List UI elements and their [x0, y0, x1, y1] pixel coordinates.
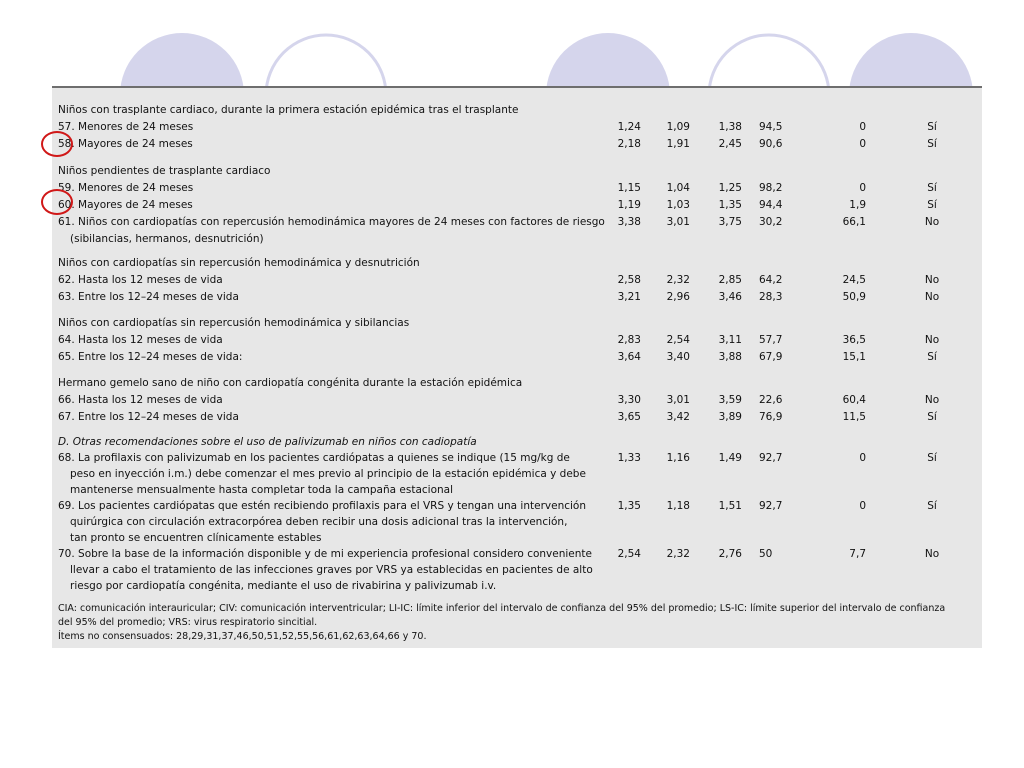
- table-row: [52, 349, 982, 365]
- row-label: 69. Los pacientes cardiópatas que estén recibiendo profilaxis para el VRS y tengan una intervención: [58, 500, 586, 512]
- value-cell: 1,09: [666, 121, 690, 133]
- value-cell: 3,01: [666, 394, 690, 406]
- value-cell: No: [924, 216, 940, 228]
- table-row-continuation: [52, 562, 982, 578]
- value-cell: Sí: [927, 138, 937, 150]
- value-cell: Sí: [927, 411, 937, 423]
- value-cell: 2,54: [666, 334, 690, 346]
- value-cell: 24,5: [842, 274, 866, 286]
- footnote-line: CIA: comunicación interauricular; CIV: comunicación interventricular; LI-IC: límite inferior del intervalo de confianza del 95% del promedio; LS-IC: límite superior del intervalo de confianza: [58, 603, 946, 614]
- value-cell: 1,91: [666, 138, 690, 150]
- section-heading-text: D. Otras recomendaciones sobre el uso de palivizumab en niños con cadiopatía: [58, 436, 477, 448]
- row-label: 63. Entre los 12–24 meses de vida: [58, 291, 239, 303]
- value-cell: Sí: [927, 452, 937, 464]
- table-body: [52, 88, 982, 648]
- table-row: [52, 546, 982, 562]
- value-cell: 15,1: [842, 351, 866, 363]
- value-cell: 3,46: [718, 291, 742, 303]
- value-cell: 3,21: [617, 291, 641, 303]
- value-cell: 1,35: [718, 199, 742, 211]
- table-row: [52, 450, 982, 466]
- value-cell: 3,01: [666, 216, 690, 228]
- row-label: peso en inyección i.m.) debe comenzar el mes previo al principio de la estación epidémica y debe: [70, 468, 586, 480]
- value-cell: Sí: [927, 121, 937, 133]
- section-heading-text: Niños pendientes de trasplante cardiaco: [58, 165, 271, 177]
- value-cell: 3,88: [718, 351, 742, 363]
- table-row-continuation: [52, 514, 982, 530]
- section-heading: [52, 315, 982, 331]
- section-heading: [52, 163, 982, 179]
- value-cell: Sí: [927, 199, 937, 211]
- table-row-continuation: [52, 530, 982, 546]
- footnote-line: del 95% del promedio; VRS: virus respiratorio sincitial.: [58, 617, 318, 628]
- value-cell: 3,42: [666, 411, 690, 423]
- section-heading: [52, 102, 982, 118]
- value-cell: 3,65: [617, 411, 641, 423]
- row-label: 59. Menores de 24 meses: [58, 182, 194, 194]
- row-label: 70. Sobre la base de la información disponible y de mi experiencia profesional considero conveniente: [58, 548, 592, 560]
- table-row-continuation: [52, 482, 982, 498]
- section-heading-text: Hermano gemelo sano de niño con cardiopatía congénita durante la estación epidémica: [58, 377, 523, 389]
- table-row: [52, 136, 982, 152]
- value-cell: No: [924, 291, 940, 303]
- table-row: [52, 332, 982, 348]
- table-row-continuation: [52, 578, 982, 594]
- value-cell: 1,15: [617, 182, 641, 194]
- row-label-continuation: (sibilancias, hermanos, desnutrición): [70, 233, 264, 245]
- table-row: [52, 392, 982, 408]
- highlight-circle-58: [41, 131, 73, 157]
- table-row: [52, 119, 982, 135]
- value-cell: 94,5: [759, 121, 783, 133]
- highlight-circle-60: [41, 189, 73, 215]
- footnote: [58, 602, 978, 644]
- footnote-line: Ítems no consensuados: 28,29,31,37,46,50,51,52,55,56,61,62,63,64,66 y 70.: [58, 631, 427, 642]
- decorative-circles: [0, 0, 1024, 100]
- value-cell: 3,75: [718, 216, 742, 228]
- value-cell: No: [924, 274, 940, 286]
- value-cell: 3,11: [718, 334, 742, 346]
- value-cell: Sí: [927, 351, 937, 363]
- value-cell: 1,18: [666, 500, 690, 512]
- value-cell: 64,2: [759, 274, 783, 286]
- section-heading-text: Niños con cardiopatías sin repercusión hemodinámica y desnutrición: [58, 257, 420, 269]
- value-cell: 2,85: [718, 274, 742, 286]
- row-label: 65. Entre los 12–24 meses de vida:: [58, 351, 243, 363]
- section-heading-text: Niños con cardiopatías sin repercusión hemodinámica y sibilancias: [58, 317, 410, 329]
- value-cell: 3,64: [617, 351, 641, 363]
- value-cell: 1,25: [718, 182, 742, 194]
- value-cell: 92,7: [759, 452, 783, 464]
- value-cell: 1,9: [849, 199, 866, 211]
- section-heading-text: Niños con trasplante cardiaco, durante la primera estación epidémica tras el trasplante: [58, 104, 519, 116]
- value-cell: 67,9: [759, 351, 783, 363]
- section-heading: [52, 255, 982, 271]
- value-cell: 0: [859, 500, 866, 512]
- table-row-continuation: [52, 231, 982, 247]
- table-row: [52, 272, 982, 288]
- value-cell: Sí: [927, 182, 937, 194]
- value-cell: 1,33: [617, 452, 641, 464]
- value-cell: 2,58: [617, 274, 641, 286]
- value-cell: 50: [759, 548, 773, 560]
- value-cell: 36,5: [842, 334, 866, 346]
- value-cell: 66,1: [842, 216, 866, 228]
- value-cell: 90,6: [759, 138, 783, 150]
- value-cell: 60,4: [842, 394, 866, 406]
- row-label: riesgo por cardiopatía congénita, mediante el uso de rivabirina y palivizumab i.v.: [70, 580, 497, 592]
- row-label: 61. Niños con cardiopatías con repercusión hemodinámica mayores de 24 meses con factores de riesgo: [58, 216, 605, 228]
- row-label: 62. Hasta los 12 meses de vida: [58, 274, 223, 286]
- value-cell: 2,96: [666, 291, 690, 303]
- value-cell: 76,9: [759, 411, 783, 423]
- value-cell: Sí: [927, 500, 937, 512]
- value-cell: 2,83: [617, 334, 641, 346]
- value-cell: 92,7: [759, 500, 783, 512]
- value-cell: 7,7: [849, 548, 866, 560]
- value-cell: 1,16: [666, 452, 690, 464]
- value-cell: 50,9: [842, 291, 866, 303]
- row-label: tan pronto se encuentren clínicamente estables: [70, 532, 322, 544]
- value-cell: 0: [859, 138, 866, 150]
- row-label: 58. Mayores de 24 meses: [58, 138, 193, 150]
- value-cell: 98,2: [759, 182, 783, 194]
- value-cell: 0: [859, 452, 866, 464]
- row-label: 57. Menores de 24 meses: [58, 121, 194, 133]
- value-cell: 3,89: [718, 411, 742, 423]
- row-label: 68. La profilaxis con palivizumab en los pacientes cardiópatas a quienes se indique (15 mg/kg de: [58, 452, 570, 464]
- value-cell: 0: [859, 121, 866, 133]
- value-cell: 1,24: [617, 121, 641, 133]
- value-cell: 30,2: [759, 216, 783, 228]
- value-cell: 3,38: [617, 216, 641, 228]
- table-row: [52, 289, 982, 305]
- value-cell: No: [924, 334, 940, 346]
- table-row: [52, 498, 982, 514]
- row-label: 67. Entre los 12–24 meses de vida: [58, 411, 239, 423]
- value-cell: 2,76: [718, 548, 742, 560]
- value-cell: 2,54: [617, 548, 641, 560]
- value-cell: 22,6: [759, 394, 783, 406]
- row-label: mantenerse mensualmente hasta completar toda la campaña estacional: [70, 484, 454, 496]
- section-heading: [52, 375, 982, 391]
- section-d-heading: [52, 434, 982, 450]
- table-row: [52, 180, 982, 196]
- value-cell: 2,18: [617, 138, 641, 150]
- table-row-continuation: [52, 466, 982, 482]
- row-label: 66. Hasta los 12 meses de vida: [58, 394, 223, 406]
- value-cell: 1,19: [617, 199, 641, 211]
- table-row: [52, 409, 982, 425]
- value-cell: 2,32: [666, 274, 690, 286]
- value-cell: 1,49: [718, 452, 742, 464]
- row-label: 60. Mayores de 24 meses: [58, 199, 193, 211]
- value-cell: 1,04: [666, 182, 690, 194]
- value-cell: 11,5: [842, 411, 866, 423]
- value-cell: 1,51: [718, 500, 742, 512]
- value-cell: 3,59: [718, 394, 742, 406]
- value-cell: 0: [859, 182, 866, 194]
- value-cell: 1,38: [718, 121, 742, 133]
- value-cell: 28,3: [759, 291, 783, 303]
- value-cell: 57,7: [759, 334, 783, 346]
- table-row: [52, 214, 982, 230]
- value-cell: 3,30: [617, 394, 641, 406]
- value-cell: 1,35: [617, 500, 641, 512]
- value-cell: 2,32: [666, 548, 690, 560]
- value-cell: No: [924, 394, 940, 406]
- table-row: [52, 197, 982, 213]
- table-panel: [52, 86, 982, 648]
- row-label: 64. Hasta los 12 meses de vida: [58, 334, 223, 346]
- value-cell: No: [924, 548, 940, 560]
- row-label: quirúrgica con circulación extracorpórea deben recibir una dosis adicional tras la intervención,: [70, 516, 568, 528]
- value-cell: 94,4: [759, 199, 783, 211]
- value-cell: 1,03: [666, 199, 690, 211]
- value-cell: 2,45: [718, 138, 742, 150]
- value-cell: 3,40: [666, 351, 690, 363]
- row-label: llevar a cabo el tratamiento de las infecciones graves por VRS ya establecidas en pacientes de alto: [70, 564, 593, 576]
